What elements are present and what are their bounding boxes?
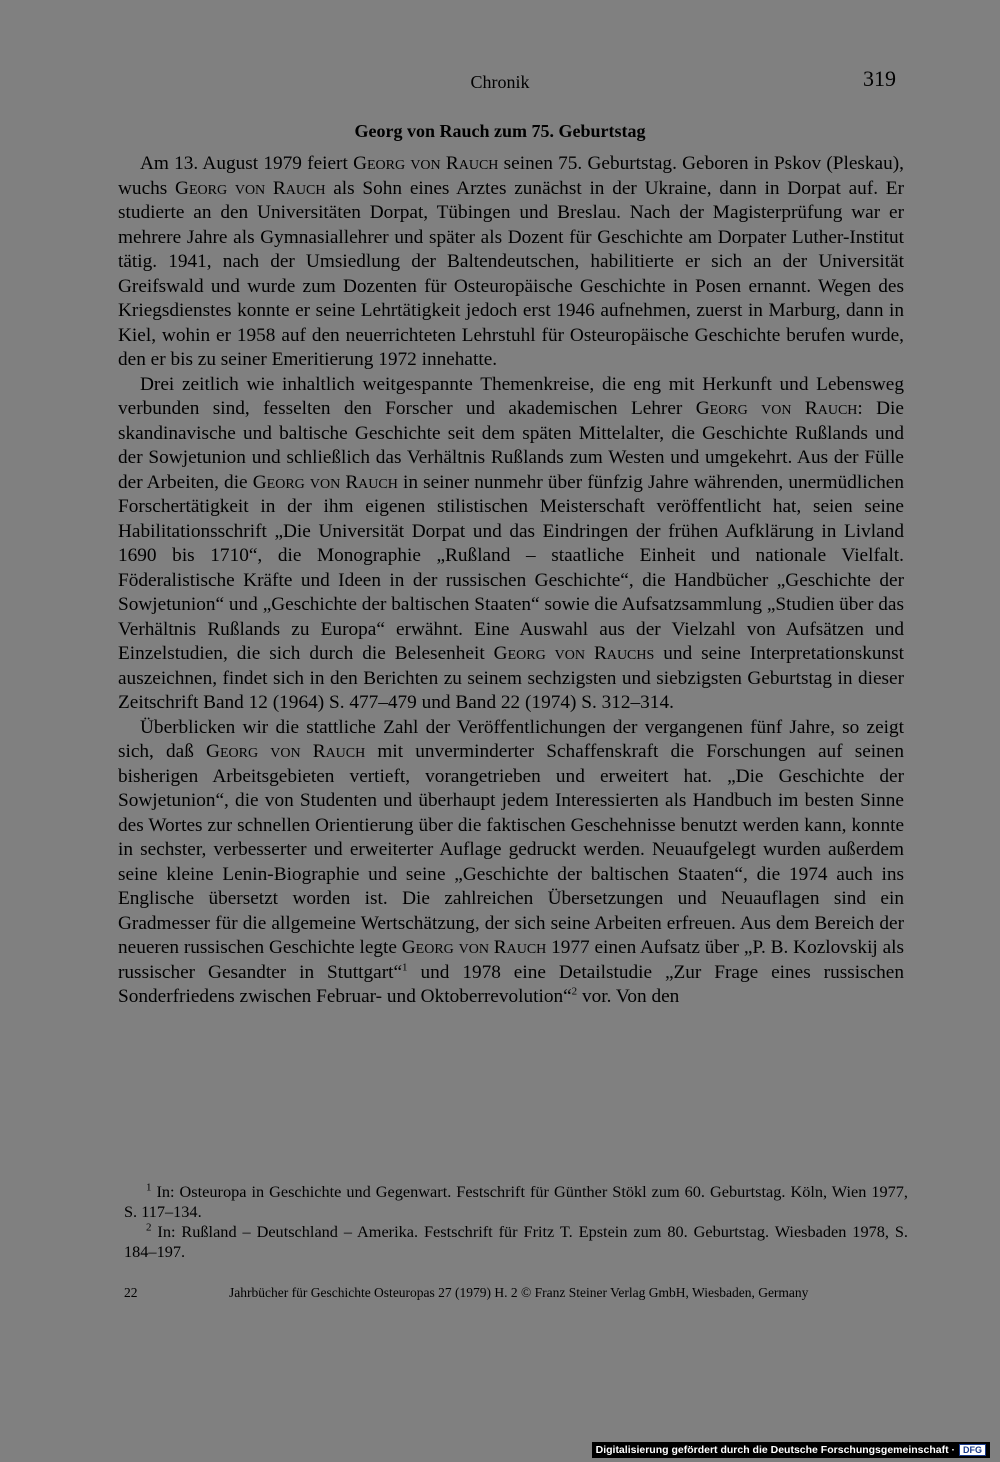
footnote-number: 1 xyxy=(146,1181,152,1194)
sheet-signature: 22 xyxy=(124,1285,138,1300)
person-name: Georg von Rauchs xyxy=(493,643,655,664)
text-run: und seine Interpretationskunst auszeichnen, findet sich in den Berichten zu seinem sechzigsten und siebzigsten Geburtstag in dieser Zeitschrift Band 12 (1964) S. 477–479 und Band 22 (1974) S. 312–314. xyxy=(118,643,904,713)
text-run: als Sohn eines Arztes zunächst in der Ukraine, dann in Dorpat auf. Er studierte an den Universitäten Dorpat, Tübingen und Breslau. Nach der Magisterprüfung war er mehrere Jahre als Gymnasiallehrer und später als Dozent für Geschichte am Dorpater Luther-Institut tätig. 1941, nach der Umsiedlung der Baltendeutschen, habilitierte er sich an der Universität Greifswald und wurde zum Dozenten für Osteuropäische Geschichte in Posen ernannt. Wegen des Kriegsdienstes konnte er seine Lehrtätigkeit jedoch erst 1946 aufnehmen, zuerst in Marburg, dann in Kiel, wohin er 1958 auf den neuerrichteten Lehrstuhl für Osteuropäische Geschichte berufen wurde, den er bis zu seiner Emeritierung 1972 innehatte. xyxy=(118,177,904,370)
paragraph xyxy=(118,152,904,373)
paragraph xyxy=(118,373,904,716)
text-run: Am 13. August 1979 feiert xyxy=(140,153,354,174)
person-name: Georg von Rauch xyxy=(695,398,858,419)
person-name: Georg von Rauch xyxy=(252,471,398,493)
text-run: mit unverminderter Schaffenskraft die Forschungen auf seinen bisherigen Arbeitsgebieten vertieft, vorangetrieben und erweitert hat. „Die Geschichte der Sowjetunion“, die von Studenten und überhaupt jedem Interessierten als Handbuch im besten Sinne des Wortes zur schnellen Orientierung über die faktischen Geschehnisse benutzt werden kann, konnte in sechster, verbesserter und erweiterter Auflage gedruckt werden. Neuaufgelegt wurden außerdem seine kleine Lenin-Biographie und seine „Geschichte der baltischen Staaten“, die 1974 auch ins Englische übersetzt worden ist. Die zahlreichen Übersetzungen und Neuauflagen sind ein Gradmesser für die allgemeine Wertschätzung, der sich seine Arbeiten erfreuen. Aus dem Bereich der neueren russischen Geschichte legte xyxy=(118,741,905,958)
article-title: Georg von Rauch zum 75. Geburtstag xyxy=(354,121,646,141)
paragraph xyxy=(118,716,904,1010)
digitization-credit xyxy=(592,1442,990,1458)
journal-line: Jahrbücher für Geschichte Osteuropas 27 (1979) H. 2 © Franz Steiner Verlag GmbH, Wiesbaden, Germany xyxy=(229,1285,809,1300)
text-run: 1977 einen Aufsatz über „P. B. Kozlovskij als russischer Gesandter in Stuttgart“ xyxy=(118,937,905,983)
person-name: Georg von Rauch xyxy=(401,937,547,958)
text-run: : Die skandinavische und baltische Geschichte seit dem späten Mittelalter, die Geschichte Rußlands und der Sowjetunion und schließlich das Verhältnis Rußlands zum Westen und umgekehrt. Aus der Fülle der Arbeiten, die xyxy=(118,398,904,493)
dfg-logo-icon: DFG xyxy=(959,1444,986,1456)
footnote xyxy=(124,1222,908,1262)
text-run: und 1978 eine Detailstudie „Zur Frage eines russischen Sonderfriedens zwischen Februar- und Oktoberrevolution“ xyxy=(118,961,904,1007)
text-run: vor. Von den xyxy=(577,986,680,1007)
footnote-number: 2 xyxy=(146,1221,152,1234)
text-run: seinen 75. Geburtstag. Geboren in Pskov (Pleskau), wuchs xyxy=(118,153,904,199)
credit-text: Digitalisierung gefördert durch die Deutsche Forschungsgemeinschaft · xyxy=(595,1444,955,1456)
footnote-text: In: Osteuropa in Geschichte und Gegenwart. Festschrift für Günther Stökl zum 60. Geburtstag. Köln, Wien 1977, S. 117–134. xyxy=(124,1182,908,1221)
text-run: in seiner nunmehr über fünfzig Jahre währenden, unermüdlichen Forschertätigkeit in der ihm eigenen stilistischen Meisterschaft veröffentlicht hat, seien seine Habilitationsschrift „Die Universität Dorpat und das Eindringen der frühen Aufklärung in Livland 1690 bis 1710“, die Monographie „Rußland – staatliche Einheit und nationale Vielfalt. Föderalistische Kräfte und Ideen in der russischen Geschichte“, die Handbücher „Geschichte der Sowjetunion“ und „Geschichte der baltischen Staaten“ sowie die Aufsatzsammlung „Studien über das Verhältnis Rußlands zu Europa“ erwähnt. Eine Auswahl aus der Vielzahl von Aufsätzen und Einzelstudien, die sich durch die Belesenheit xyxy=(118,471,904,664)
text-run: Überblicken wir die stattliche Zahl der Veröffentlichungen der vergangenen fünf Jahre, so zeigt sich, daß xyxy=(118,716,904,762)
footnote-text: In: Rußland – Deutschland – Amerika. Festschrift für Fritz T. Epstein zum 80. Geburtstag. Wiesbaden 1978, S. 184–197. xyxy=(124,1222,908,1261)
running-head: Chronik xyxy=(470,72,530,92)
footnotes xyxy=(124,1182,908,1262)
article-body xyxy=(118,152,904,1010)
footnote-ref: 2 xyxy=(571,985,578,998)
text-run: Drei zeitlich wie inhaltlich weitgespannte Themenkreise, die eng mit Herkunft und Lebensweg verbunden sind, fesselten den Forscher und akademischen Lehrer xyxy=(118,373,904,419)
footnote-ref: 1 xyxy=(402,961,408,974)
person-name: Georg von Rauch xyxy=(206,741,366,762)
person-name: Georg von Rauch xyxy=(175,177,326,199)
page-number: 319 xyxy=(863,66,896,91)
person-name: Georg von Rauch xyxy=(353,153,499,174)
footnote xyxy=(124,1182,908,1222)
